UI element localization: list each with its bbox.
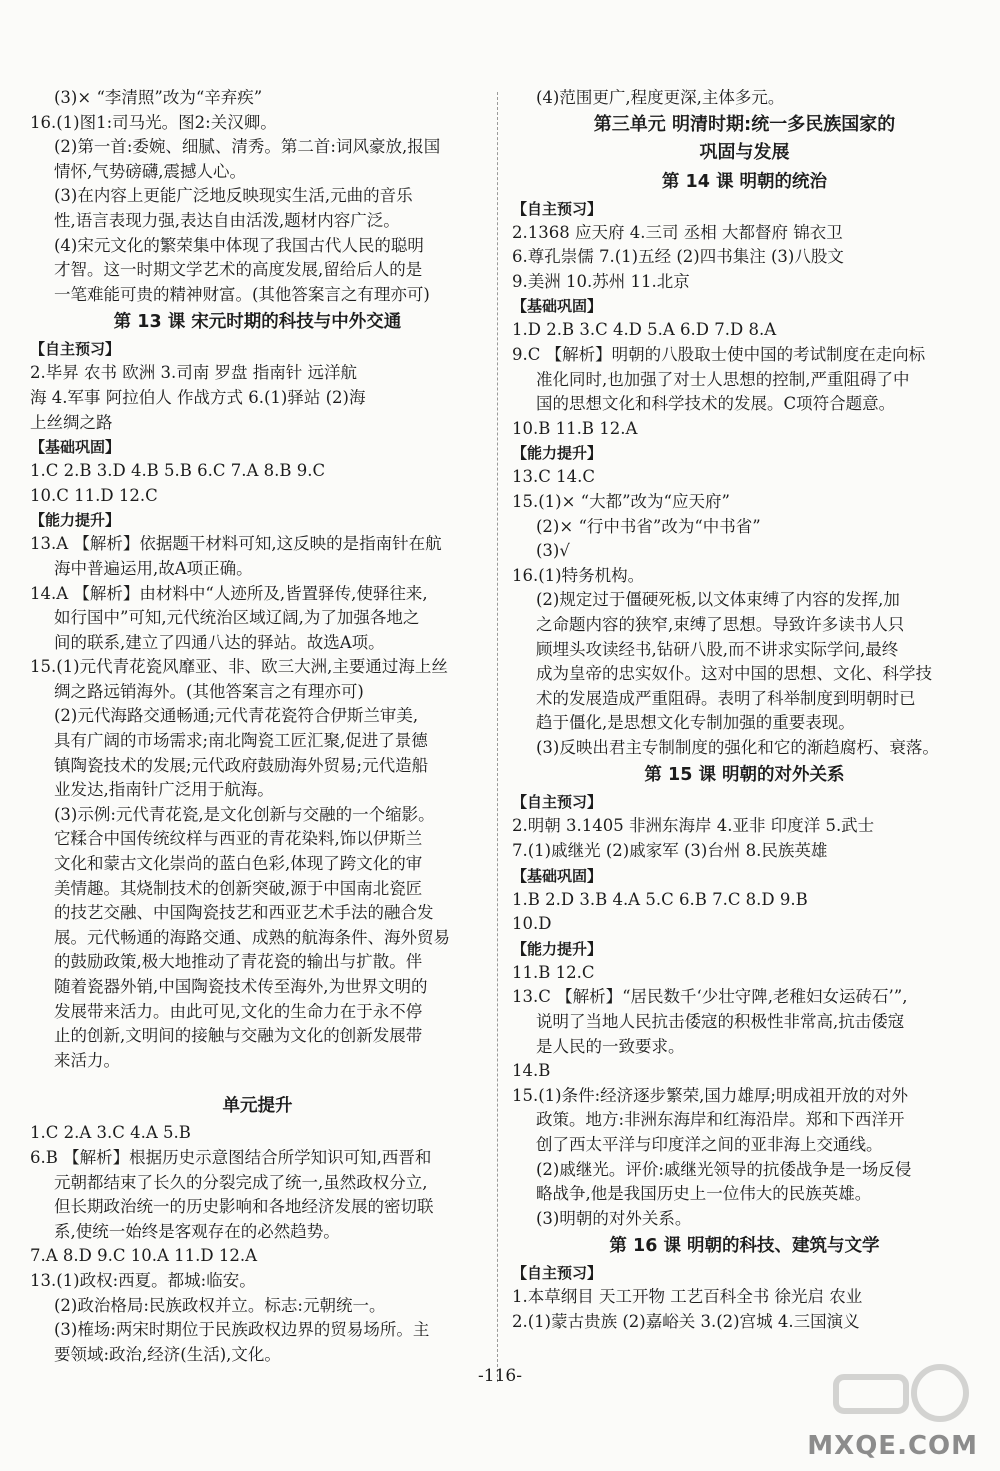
unit-3-title: 第三单元 明清时期:统一多民族国家的 xyxy=(593,113,896,135)
section-heading: 【自主预习】 xyxy=(512,793,603,812)
watermark-text: MXQE.COM xyxy=(807,1431,978,1461)
answer-line: 来活力。 xyxy=(54,1050,120,1070)
answer-line: 术的发展造成严重阻碍。表明了科举制度到明朝时已 xyxy=(536,688,916,708)
answer-line: 2.1368 应天府 4.三司 丞相 大都督府 锦衣卫 xyxy=(512,222,843,242)
column-divider xyxy=(497,92,498,1382)
answer-line: (3)在内容上更能广泛地反映现实生活,元曲的音乐 xyxy=(54,186,413,206)
lesson-16-title: 第 16 课 明朝的科技、建筑与文学 xyxy=(609,1236,880,1257)
answer-line: 创了西太平洋与印度洋之间的亚非海上交通线。 xyxy=(536,1135,883,1154)
answer-line: 止的创新,文明间的接触与交融为文化的创新发展带 xyxy=(54,1026,423,1046)
answer-line: 13.C 14.C xyxy=(512,467,595,487)
answer-line: 业发达,指南针广泛用于航海。 xyxy=(54,780,274,800)
answer-line: 一笔难能可贵的精神财富。(其他答案言之有理亦可) xyxy=(54,284,430,304)
answer-line: 15.(1)× “大都”改为“应天府” xyxy=(512,491,730,511)
answer-line: 2.明朝 3.1405 非洲东海岸 4.亚非 印度洋 5.武士 xyxy=(512,816,875,836)
section-heading: 【能力提升】 xyxy=(512,444,603,463)
answer-line: (2)第一首:委婉、细腻、清秀。第二首:词风豪放,报国 xyxy=(54,137,441,157)
answer-line: 13.C 【解析】“居民数千‘少壮守陴,老稚妇女运砖石’”, xyxy=(512,987,908,1007)
answer-line: 1.C 2.A 3.C 4.A 5.B xyxy=(30,1123,191,1143)
answer-line: 略战争,他是我国历史上一位伟大的民族英雄。 xyxy=(536,1184,872,1204)
answer-line: (4)宋元文化的繁荣集中体现了我国古代人民的聪明 xyxy=(54,235,424,255)
answer-line: 展。元代畅通的海路交通、成熟的航海条件、海外贸易 xyxy=(54,927,450,947)
answer-line: (3)榷场:两宋时期位于民族政权边界的贸易场所。主 xyxy=(54,1320,430,1340)
answer-line: 随着瓷器外销,中国陶瓷技术传至海外,为世界文明的 xyxy=(54,977,428,996)
answer-line: 顾埋头攻读经书,钻研八股,而不讲求实际学问,最终 xyxy=(536,639,899,659)
answer-line: 2.毕昇 农书 欧洲 3.司南 罗盘 指南针 远洋航 xyxy=(30,363,357,383)
answer-line: (3)反映出君主专制制度的强化和它的渐趋腐朽、衰落。 xyxy=(536,737,939,757)
answer-line: 10.B 11.B 12.A xyxy=(512,418,638,438)
answer-line: 10.D xyxy=(512,914,552,934)
answer-line: 要领域:政治,经济(生活),文化。 xyxy=(54,1344,281,1364)
answer-line: 情怀,气势磅礴,震撼人心。 xyxy=(54,161,246,181)
section-heading: 【基础巩固】 xyxy=(512,866,603,885)
answer-line: 准化同时,也加强了对士人思想的控制,严重阻碍了中 xyxy=(536,369,910,389)
answer-line: 1.本草纲目 天工开物 工艺百科全书 徐光启 农业 xyxy=(512,1287,863,1307)
answer-line: 之命题内容的狭窄,束缚了思想。导致许多读书人只 xyxy=(536,614,905,634)
section-heading: 【基础巩固】 xyxy=(512,297,603,316)
lesson-14-title: 第 14 课 明朝的统治 xyxy=(661,171,828,192)
answer-line: 7.(1)戚继光 (2)戚家军 (3)台州 8.民族英雄 xyxy=(512,841,828,861)
answer-line: 16.(1)图1:司马光。图2:关汉卿。 xyxy=(30,112,277,132)
answer-line: (3)明朝的对外关系。 xyxy=(536,1208,692,1228)
answer-line: 15.(1)条件:经济逐步繁荣,国力雄厚;明成祖开放的对外 xyxy=(512,1085,908,1105)
answer-line: 系,使统一始终是客观存在的必然趋势。 xyxy=(54,1221,340,1241)
answer-line: (3)× “李清照”改为“辛弃疾” xyxy=(54,88,263,107)
unit-3-subtitle: 巩固与发展 xyxy=(699,141,790,163)
answer-line: (2)戚继光。评价:戚继光领导的抗倭战争是一场反侵 xyxy=(536,1159,912,1179)
section-heading: 【自主预习】 xyxy=(512,1264,603,1283)
answer-line: 镇陶瓷技术的发展;元代政府鼓励海外贸易;元代造船 xyxy=(54,755,429,775)
answer-line: 16.(1)特务机构。 xyxy=(512,565,645,585)
section-heading: 【自主预习】 xyxy=(512,199,603,218)
answer-line: 海 4.军事 阿拉伯人 作战方式 6.(1)驿站 (2)海 xyxy=(30,387,366,407)
answer-line: 6.尊孔崇儒 7.(1)五经 (2)四书集注 (3)八股文 xyxy=(512,247,844,267)
answer-line: 1.C 2.B 3.D 4.B 5.B 6.C 7.A 8.B 9.C xyxy=(30,461,326,481)
lesson-13-title: 第 13 课 宋元时期的科技与中外交通 xyxy=(113,312,402,333)
answer-line: 15.(1)元代青花瓷风靡亚、非、欧三大洲,主要通过海上丝 xyxy=(30,657,448,677)
answer-line: 13.A 【解析】依据题干材料可知,这反映的是指南针在航 xyxy=(30,534,442,554)
answer-line: 2.(1)蒙古贵族 (2)嘉峪关 3.(2)宫城 4.三国演义 xyxy=(512,1311,860,1331)
answer-line: (2)× “行中书省”改为“中书省” xyxy=(536,516,761,536)
answer-line: 14.A 【解析】由材料中“人迹所及,皆置驿传,使驿往来, xyxy=(30,583,428,603)
answer-line: 14.B xyxy=(512,1061,551,1081)
answer-line: 说明了当地人民抗击倭寇的积极性非常高,抗击倭寇 xyxy=(536,1012,905,1032)
answer-line: 1.D 2.B 3.C 4.D 5.A 6.D 7.D 8.A xyxy=(512,320,777,340)
answer-line: 11.B 12.C xyxy=(512,962,595,982)
answer-line: (4)范围更广,程度更深,主体多元。 xyxy=(536,88,785,107)
answer-line: 政策。地方:非洲东海岸和红海沿岸。郑和下西洋开 xyxy=(536,1110,905,1130)
answer-line: 才智。这一时期文学艺术的高度发展,留给后人的是 xyxy=(54,260,423,280)
answer-line: 6.B 【解析】根据历史示意图结合所学知识可知,西晋和 xyxy=(30,1147,432,1167)
answer-line: (2)政治格局:民族政权并立。标志:元朝统一。 xyxy=(54,1295,386,1315)
answer-line: (3)√ xyxy=(536,541,570,561)
answer-line: 元朝都结束了长久的分裂完成了统一,虽然政权分立, xyxy=(54,1172,428,1192)
answer-line: 美情趣。其烧制技术的创新突破,源于中国南北瓷匠 xyxy=(54,878,423,898)
answer-line: 间的联系,建立了四通八达的驿站。故选A项。 xyxy=(54,632,385,652)
answer-line: 9.美洲 10.苏州 11.北京 xyxy=(512,271,690,291)
answer-line: 如行国中”可知,元代统治区域辽阔,为了加强各地之 xyxy=(54,608,420,628)
section-heading: 【能力提升】 xyxy=(512,939,603,958)
answer-line: (2)规定过于僵硬死板,以文体束缚了内容的发挥,加 xyxy=(536,590,900,610)
answer-line: 7.A 8.D 9.C 10.A 11.D 12.A xyxy=(30,1246,258,1266)
answer-line: 文化和蒙古文化崇尚的蓝白色彩,体现了跨文化的审 xyxy=(54,854,423,874)
answer-line: 9.C 【解析】明朝的八股取士使中国的考试制度在走向标 xyxy=(512,344,926,364)
answer-line: (2)元代海路交通畅通;元代青花瓷符合伊斯兰审美, xyxy=(54,706,419,726)
answer-line: 海中普遍运用,故A项正确。 xyxy=(54,558,253,578)
answer-line: 性,语言表现力强,表达自由活泼,题材内容广泛。 xyxy=(54,210,400,230)
answer-line: (3)示例:元代青花瓷,是文化创新与交融的一个缩影。 xyxy=(54,804,435,824)
lesson-15-title: 第 15 课 明朝的对外关系 xyxy=(644,765,845,786)
answer-line: 成为皇帝的忠实奴仆。这对中国的思想、文化、科学技 xyxy=(536,664,932,684)
right-column xyxy=(512,86,977,1335)
answer-line: 1.B 2.D 3.B 4.A 5.C 6.B 7.C 8.D 9.B xyxy=(512,889,808,909)
answer-line: 绸之路远销海外。(其他答案言之有理亦可) xyxy=(54,681,364,701)
answer-line: 是人民的一致要求。 xyxy=(536,1036,685,1056)
answer-line: 它糅合中国传统纹样与西亚的青花染料,饰以伊斯兰 xyxy=(54,829,423,849)
answer-line: 国的思想文化和科学技术的发展。C项符合题意。 xyxy=(536,394,896,414)
section-heading: 【基础巩固】 xyxy=(30,438,121,457)
answer-line: 13.(1)政权:西夏。都城:临安。 xyxy=(30,1270,256,1290)
left-column xyxy=(30,86,485,1367)
section-heading: 【自主预习】 xyxy=(30,340,121,359)
answer-line: 但长期政治统一的历史影响和各地经济发展的密切联 xyxy=(54,1197,434,1217)
answer-line: 的鼓励政策,极大地推动了青花瓷的输出与扩散。伴 xyxy=(54,952,423,972)
answer-line: 的技艺交融、中国陶瓷技艺和西亚艺术手法的融合发 xyxy=(54,903,434,923)
page-number: -116- xyxy=(478,1366,522,1386)
answer-line: 10.C 11.D 12.C xyxy=(30,485,158,505)
answer-line: 趋于僵化,是思想文化专制加强的重要表现。 xyxy=(536,713,855,733)
answer-line: 具有广阔的市场需求;南北陶瓷工匠汇聚,促进了景德 xyxy=(54,731,428,751)
answer-line: 上丝绸之路 xyxy=(30,412,113,432)
unit-review-title: 单元提升 xyxy=(222,1096,293,1117)
section-heading: 【能力提升】 xyxy=(30,511,121,530)
answer-line: 发展带来活力。由此可见,文化的生命力在于永不停 xyxy=(54,1001,423,1021)
